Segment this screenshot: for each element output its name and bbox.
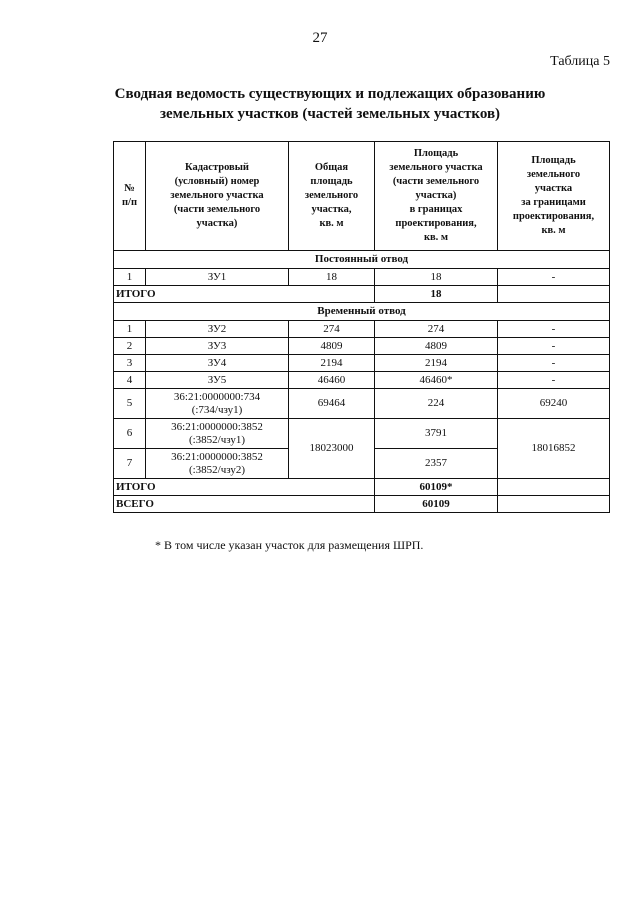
summary-table — [113, 141, 610, 513]
section-row-permanent — [114, 251, 610, 269]
table-row: 7 36:21:0000000:3852 (:3852/чзу2) 2357 — [114, 449, 610, 479]
section-label: Временный отвод — [114, 303, 610, 321]
header-cadastral: Кадастровый (условный) номер земельного участка (части земельного участка) — [146, 142, 289, 251]
merged-total-area: 18023000 — [289, 419, 375, 479]
header-row — [114, 142, 610, 251]
table-row: 2 ЗУ3 4809 4809 - — [114, 338, 610, 355]
title-line-2: земельных участков (частей земельных участков) — [159, 106, 501, 122]
header-area-out-bounds: Площадь земельного участка за границами проектирования, кв. м — [498, 142, 610, 251]
table-row: 3 ЗУ4 2194 2194 - — [114, 355, 610, 372]
table-row: 1 ЗУ2 274 274 - — [114, 321, 610, 338]
document-title — [60, 84, 600, 124]
section-label: Постоянный отвод — [114, 251, 610, 269]
merged-outside-area: 18016852 — [498, 419, 610, 479]
page-number: 27 — [312, 30, 328, 46]
section-row-temporary — [114, 303, 610, 321]
subtotal-row: ИТОГО 60109* — [114, 479, 610, 496]
table-label: Таблица 5 — [550, 54, 610, 69]
grand-total-row: ВСЕГО 60109 — [114, 496, 610, 513]
footnote: * В том числе указан участок для размещения ШРП. — [155, 538, 424, 552]
header-num: № п/п — [114, 142, 146, 251]
table-row: 4 ЗУ5 46460 46460* - — [114, 372, 610, 389]
header-total-area: Общая площадь земельного участка, кв. м — [289, 142, 375, 251]
subtotal-row: ИТОГО 18 — [114, 286, 610, 303]
header-area-in-bounds: Площадь земельного участка (части земельного участка) в границах проектирования, кв. м — [375, 142, 498, 251]
title-line-1: Сводная ведомость существующих и подлежащих образованию — [114, 86, 546, 102]
table-row: 6 36:21:0000000:3852 (:3852/чзу1) 18023000 3791 18016852 — [114, 419, 610, 449]
table-row: 5 36:21:0000000:734 (:734/чзу1) 69464 224 69240 — [114, 389, 610, 419]
table-row: 1 ЗУ1 18 18 - — [114, 269, 610, 286]
